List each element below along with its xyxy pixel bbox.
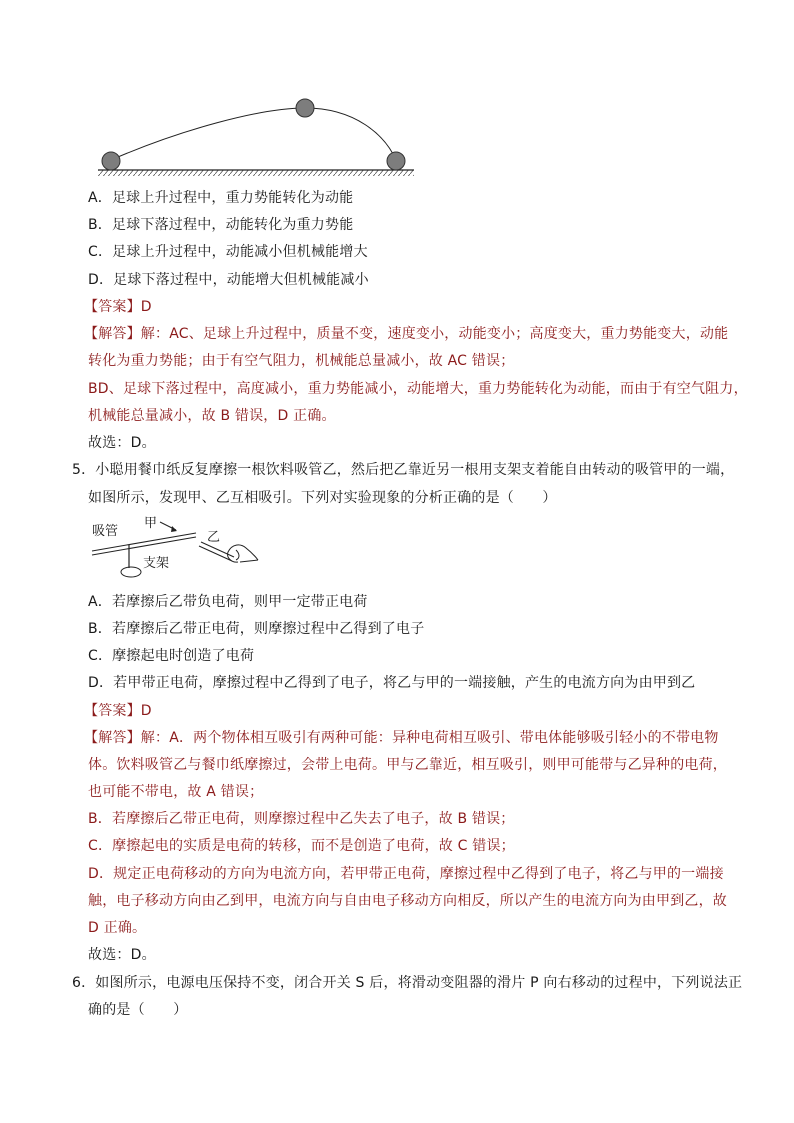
q4-option-b: B．足球下落过程中，动能转化为重力势能	[88, 217, 354, 233]
q5-analysis-line-8: D 正确。	[88, 920, 147, 936]
stand-base	[121, 567, 141, 577]
q5-option-b: B．若摩擦后乙带正电荷，则摩擦过程中乙得到了电子	[88, 621, 425, 637]
straw-experiment-figure	[0, 510, 794, 590]
q6-stem-line-1: 6．如图所示，电源电压保持不变，闭合开关 S 后，将滑动变阻器的滑片 P 向右移动的过程中，下列说法正	[72, 975, 743, 991]
football-trajectory-figure	[0, 0, 794, 200]
q5-analysis-line-3: 也可能不带电，故 A 错误；	[88, 784, 264, 800]
q5-stem-line-1: 5．小聪用餐巾纸反复摩擦一根饮料吸管乙，然后把乙靠近另一根用支架支着能自由转动的吸管甲的一端，	[72, 462, 735, 478]
label-stand: 支架	[143, 556, 170, 571]
label-yi: 乙	[207, 530, 221, 545]
q4-analysis-line-2: 转化为重力势能；由于有空气阻力，机械能总量减小，故 AC 错误；	[88, 353, 515, 369]
q5-analysis-line-6: D．规定正电荷移动的方向为电流方向，若甲带正电荷，摩擦过程中乙得到了电子，将乙与甲的一端接	[88, 866, 724, 882]
label-jia: 甲	[144, 516, 158, 531]
q4-analysis-line-3: BD、足球下落过程中，高度减小，重力势能减小，动能增大，重力势能转化为动能，而由于有空气阻力，	[88, 381, 748, 397]
q4-answer: 【答案】D	[84, 299, 152, 315]
label-straw: 吸管	[92, 524, 119, 539]
q4-analysis-line-1: 【解答】解：AC、足球上升过程中，质量不变，速度变小，动能变小；高度变大，重力势能变大，动能	[84, 326, 729, 342]
q5-option-d: D．若甲带正电荷，摩擦过程中乙得到了电子，将乙与甲的一端接触，产生的电流方向为由甲到乙	[88, 675, 696, 691]
trajectory-curve	[111, 108, 396, 160]
q5-option-c: C．摩擦起电时创造了电荷	[88, 648, 255, 664]
q5-answer: 【答案】D	[84, 703, 152, 719]
q4-option-c: C．足球上升过程中，动能减小但机械能增大	[88, 244, 368, 260]
q5-analysis-line-7: 触，电子移动方向由乙到甲，电流方向与自由电子移动方向相反，所以产生的电流方向为由甲到乙，故	[88, 893, 727, 909]
q6-stem-line-2: 确的是（ ）	[88, 1002, 188, 1018]
q4-analysis-line-4: 机械能总量减小，故 B 错误，D 正确。	[88, 408, 336, 424]
q5-analysis-line-1: 【解答】解：A．两个物体相互吸引有两种可能：异种电荷相互吸引、带电体能够吸引轻小的不带电物	[84, 730, 719, 746]
q4-option-d: D．足球下落过程中，动能增大但机械能减小	[88, 272, 369, 288]
ball-end	[387, 152, 405, 170]
q5-analysis-line-2: 体。饮料吸管乙与餐巾纸摩擦过，会带上电荷。甲与乙靠近，相互吸引，则甲可能带与乙异种的电荷，	[88, 757, 727, 773]
ball-top	[296, 99, 314, 117]
hand-sketch	[228, 545, 258, 562]
q5-analysis-line-4: B．若摩擦后乙带正电荷，则摩擦过程中乙失去了电子，故 B 错误；	[88, 811, 515, 827]
q5-option-a: A．若摩擦后乙带负电荷，则甲一定带正电荷	[88, 594, 368, 610]
ground-hatching	[98, 170, 414, 176]
q4-option-a: A．足球上升过程中，重力势能转化为动能	[88, 190, 354, 206]
q4-conclusion: 故选：D。	[88, 435, 156, 451]
q5-analysis-line-5: C．摩擦起电的实质是电荷的转移，而不是创造了电荷，故 C 错误；	[88, 838, 515, 854]
ball-start	[102, 152, 120, 170]
q5-stem-line-2: 如图所示，发现甲、乙互相吸引。下列对实验现象的分析正确的是（ ）	[88, 490, 557, 506]
q5-conclusion: 故选：D。	[88, 947, 156, 963]
